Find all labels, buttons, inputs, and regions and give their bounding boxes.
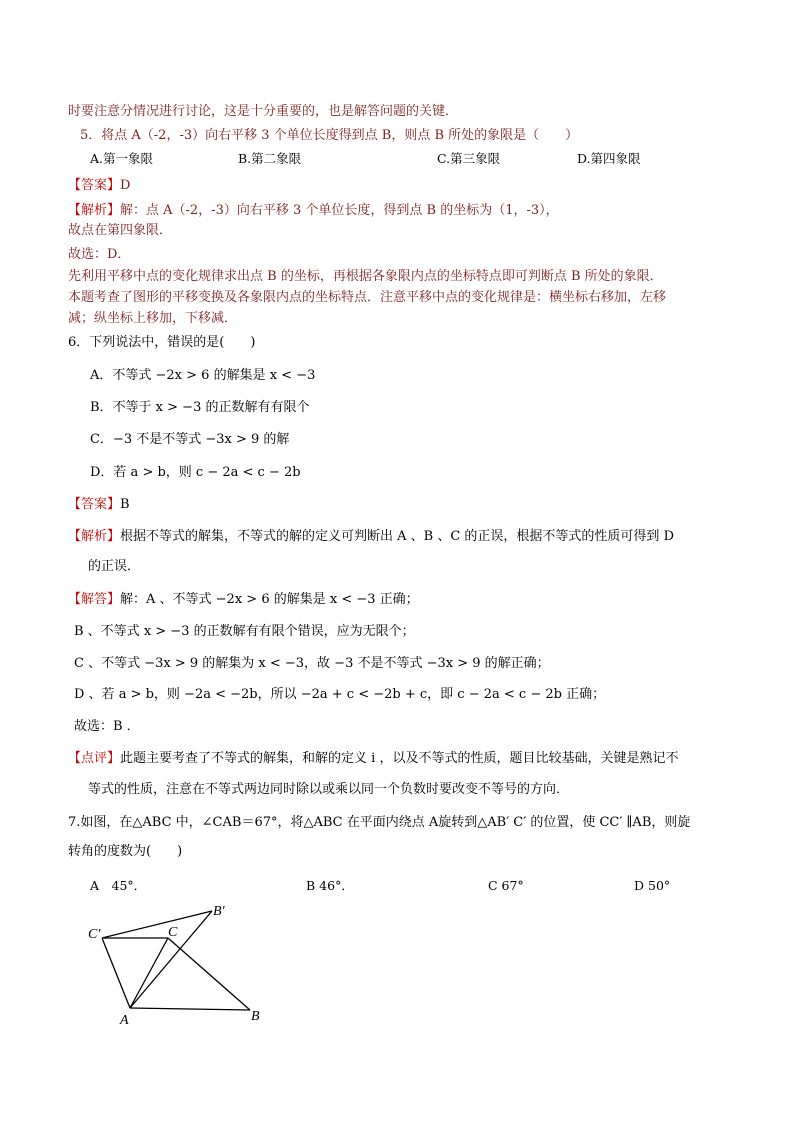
q7-option-c: C 67° <box>488 878 524 893</box>
q5-option-d: D.第四象限 <box>577 151 641 166</box>
q7-option-b: B 46°． <box>306 878 354 893</box>
analysis-text: 解：点 A（-2，-3）向右平移 3 个单位长度，得到点 B 的坐标为（1，-3）， <box>120 203 559 218</box>
q5-analysis-line-2: 故点在第四象限． <box>68 223 173 238</box>
solution-tag: 【解答】 <box>68 592 121 607</box>
rotation-figure <box>80 898 280 1028</box>
q7-option-d: D 50° <box>634 878 671 893</box>
label-b: B <box>251 1009 260 1024</box>
q5-option-a: A.第一象限 <box>90 151 154 166</box>
q6-option-c: C．−3 不是不等式 −3x > 9 的解 <box>90 432 290 447</box>
edge-c-prime-a <box>102 938 130 1008</box>
q6-solution-line-3: C 、不等式 −3x > 9 的解集为 x < −3，故 −3 不是不等式 −3x > 9 的解正确； <box>74 656 550 671</box>
label-a: A <box>120 1013 129 1028</box>
comment-text: 此题主要考查了不等式的解集，和解的定义 i ，以及不等式的性质，题目比较基础，关键是熟记不 <box>120 751 679 766</box>
q6-analysis-line-1 <box>68 528 674 546</box>
q5-analysis-line-3: 故选：D． <box>68 247 131 262</box>
analysis-tag: 【解析】 <box>68 529 121 544</box>
solution-text: 解：A 、不等式 −2x > 6 的解集是 x < −3 正确； <box>120 592 419 607</box>
analysis-tag: 【解析】 <box>68 203 121 218</box>
answer-value: D <box>120 178 131 193</box>
label-c-prime: C′ <box>88 927 101 942</box>
answer-tag: 【答案】 <box>68 497 121 512</box>
q7-option-a: A 45°． <box>90 878 147 893</box>
intro-line: 时要注意分情况进行讨论，这是十分重要的，也是解答问题的关键． <box>68 104 459 119</box>
q7-stem-line-2: 转角的度数为( ) <box>68 844 183 859</box>
answer-tag: 【答案】 <box>68 178 121 193</box>
q6-stem: 6．下列说法中，错误的是( ) <box>68 335 256 350</box>
q6-option-d: D．若 a > b，则 c − 2a < c − 2b <box>90 465 301 480</box>
label-b-prime: B′ <box>213 904 225 919</box>
q6-solution-line-2: B 、不等式 x > −3 的正数解有有限个错误，应为无限个； <box>74 624 415 639</box>
edge-c-b <box>168 938 250 1010</box>
q6-comment-line-1 <box>68 750 678 768</box>
answer-value: B <box>120 497 130 512</box>
q5-option-b: B.第二象限 <box>238 151 302 166</box>
q5-answer <box>68 177 130 195</box>
q5-analysis-line-5: 本题考查了图形的平移变换及各象限内点的坐标特点．注意平移中点的变化规律是：横坐标右移加，左移 <box>68 290 667 305</box>
edge-a-b <box>130 1008 250 1010</box>
q5-stem: 5．将点 A（-2，-3）向右平移 3 个单位长度得到点 B，则点 B 所处的象限是（ ） <box>80 128 579 143</box>
q6-option-b: B．不等于 x > −3 的正数解有有限个 <box>90 400 310 415</box>
analysis-text: 根据不等式的解集，不等式的解的定义可判断出 A 、B 、C 的正误，根据不等式的性质可得到 D <box>120 529 674 544</box>
edge-c-prime-b-prime <box>102 911 212 938</box>
q6-solution-line-5: 故选：B ． <box>74 719 140 734</box>
q6-analysis-line-2: 的正误． <box>88 559 141 574</box>
q5-analysis-line-4: 先利用平移中点的变化规律求出点 B 的坐标，再根据各象限内点的坐标特点即可判断点 B 所处的象限． <box>68 269 663 284</box>
label-c: C <box>168 925 178 940</box>
q7-stem-line-1: 7.如图，在△ABC 中，∠CAB＝67°，将△ABC 在平面内绕点 A旋转到△AB′ C′ 的位置，使 CC′ ∥AB，则旋 <box>68 815 691 830</box>
edge-a-c <box>130 938 168 1008</box>
q6-comment-line-2: 等式的性质，注意在不等式两边同时除以或乘以同一个负数时要改变不等号的方向． <box>88 782 570 797</box>
comment-tag: 【点评】 <box>68 751 121 766</box>
q6-solution-line-1 <box>68 591 419 609</box>
q6-answer <box>68 496 130 514</box>
q6-solution-line-4: D 、若 a > b，则 −2a < −2b，所以 −2a + c < −2b + c，即 c − 2a < c − 2b 正确； <box>74 687 606 702</box>
q5-option-c: C.第三象限 <box>437 151 501 166</box>
q5-analysis-line-6: 减；纵坐标上移加，下移减． <box>68 311 238 326</box>
q6-option-a: A．不等式 −2x > 6 的解集是 x < −3 <box>90 368 316 383</box>
q5-analysis-line-1 <box>68 202 559 220</box>
